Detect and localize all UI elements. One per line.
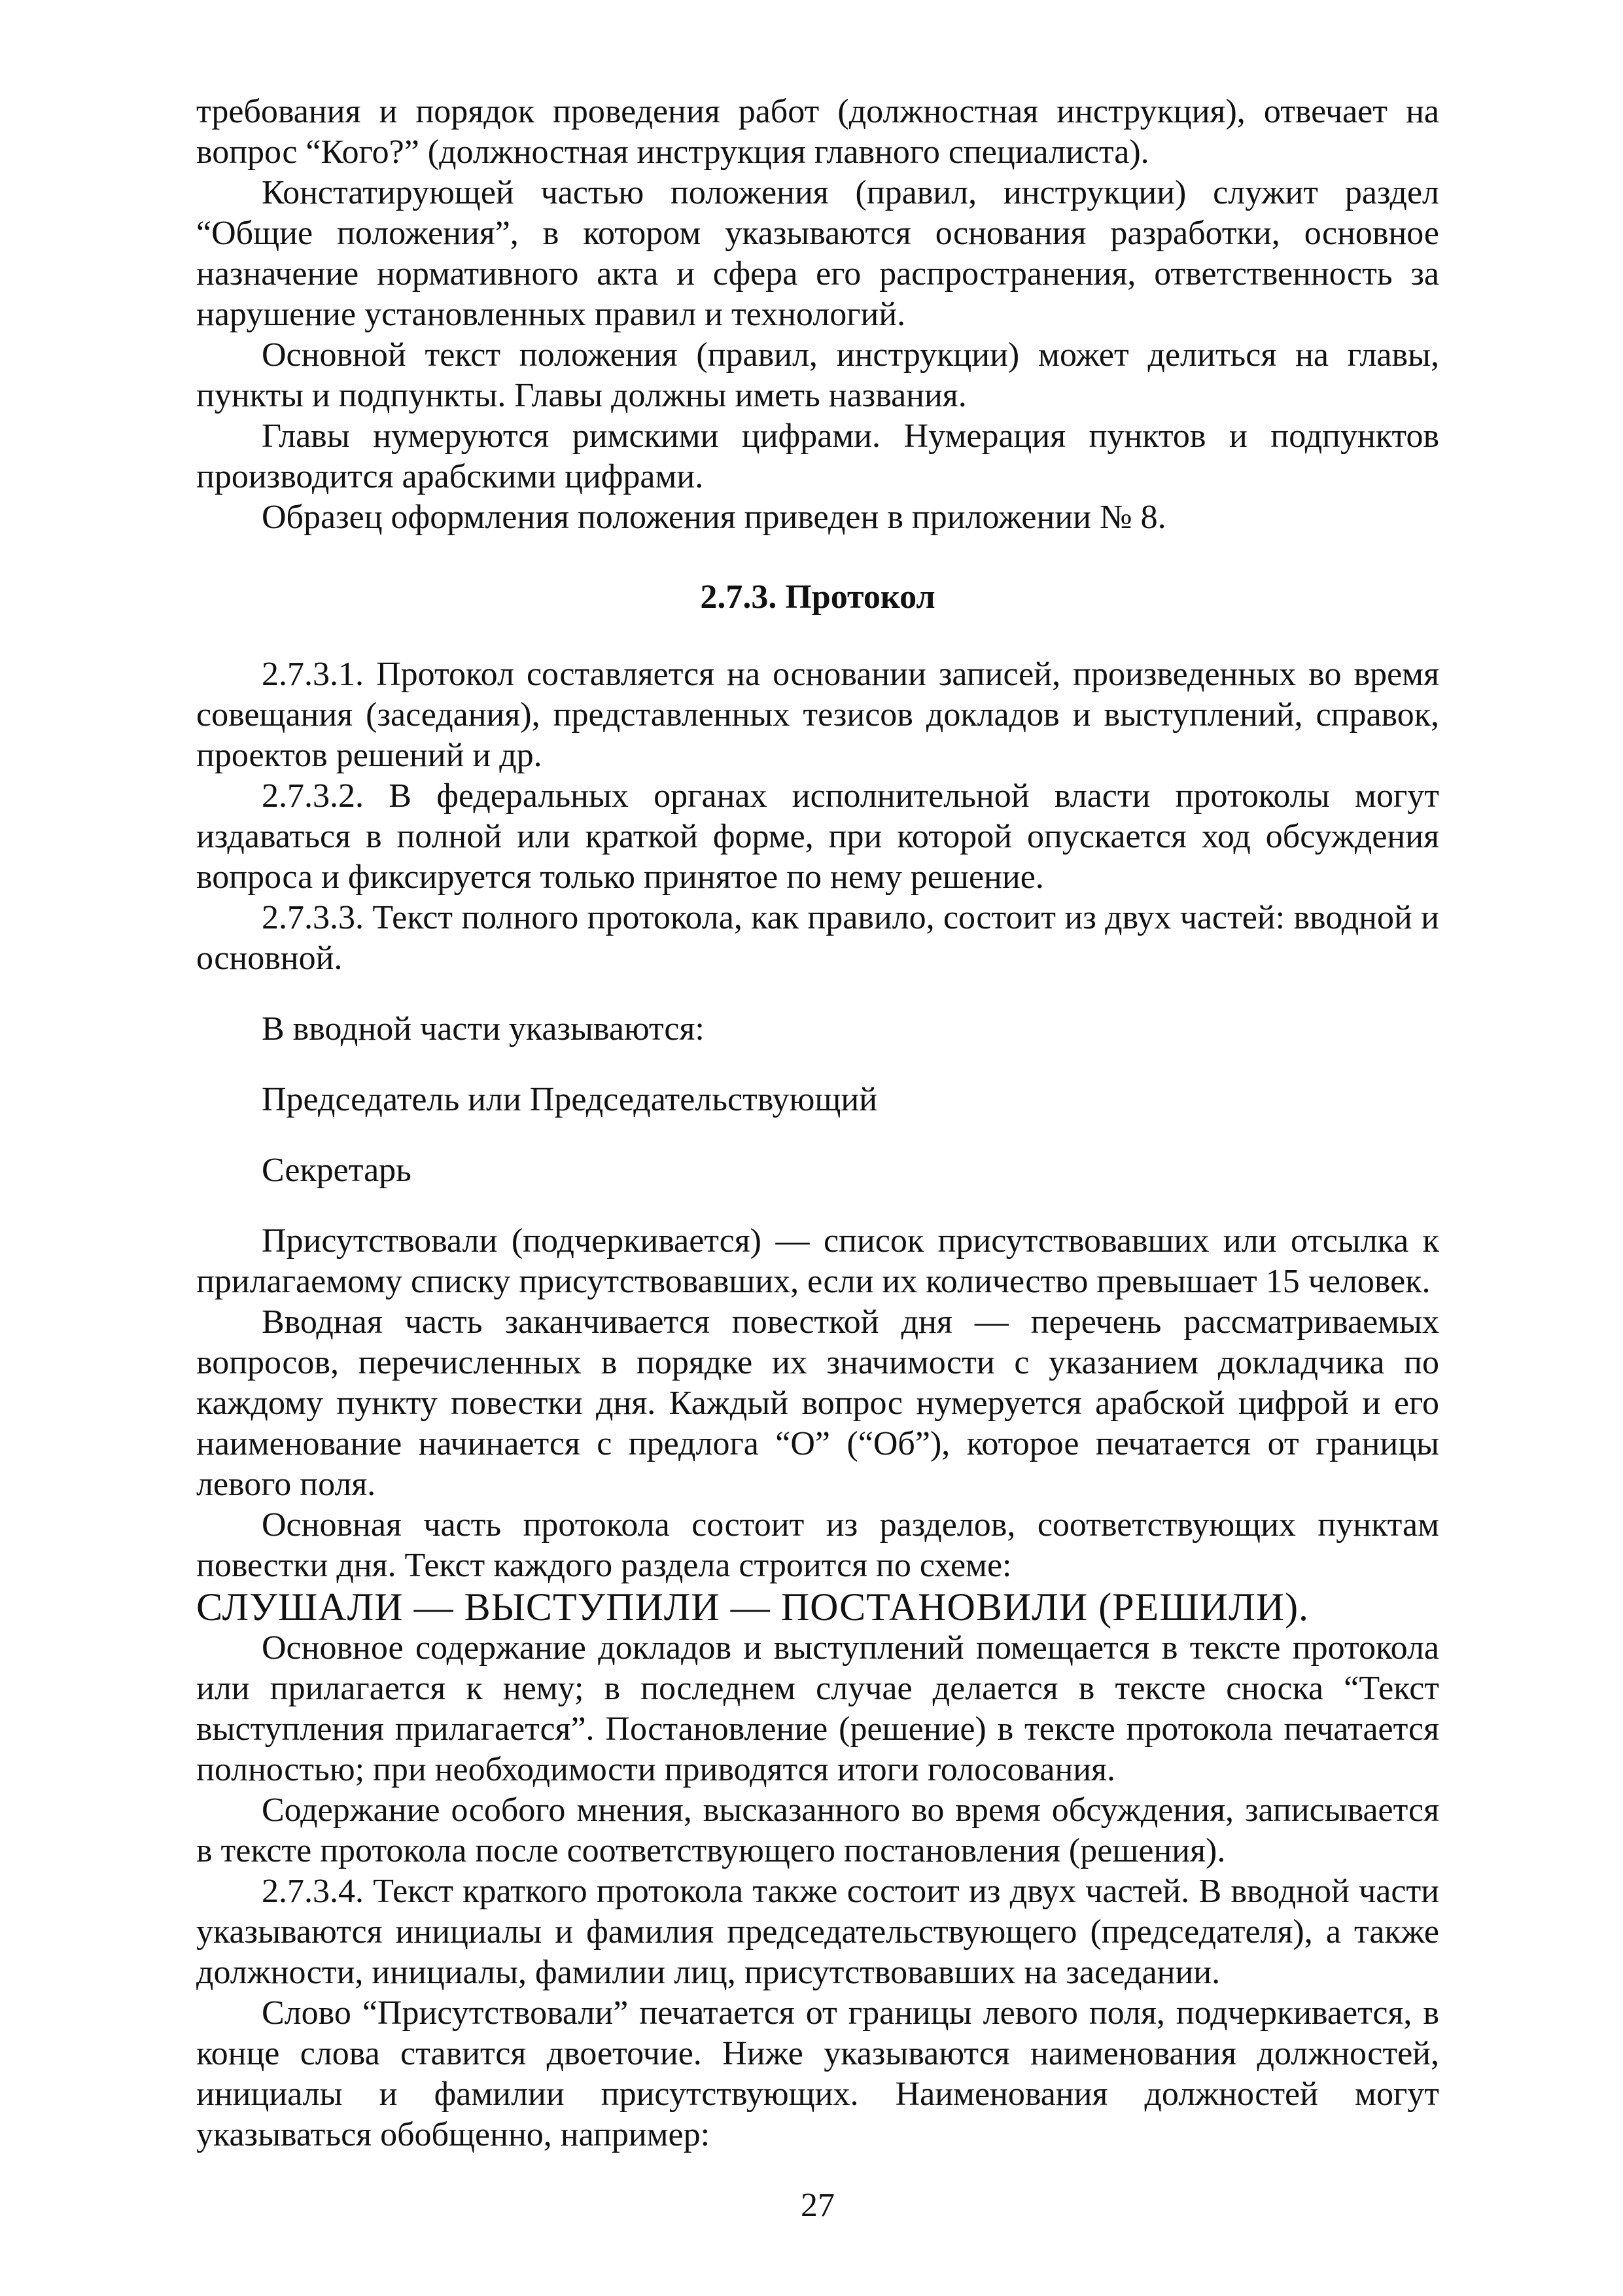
- paragraph-2-7-3-2: 2.7.3.2. В федеральных органах исполнительной власти протоколы могут издаваться в полной или краткой форме, при которой опускается ход обсуждения вопроса и фиксируется только принятое по нему решение.: [196, 777, 1439, 896]
- paragraph-attendees-word: Слово “Присутствовали” печатается от границы левого поля, подчеркивается, в конце слова ставится двоеточие. Ниже указываются наименования должностей, инициалы и фамилии присутствующих. Наименования должностей могут указываться обобщенно, например:: [196, 1994, 1439, 2153]
- paragraph-2-7-3-4: 2.7.3.4. Текст краткого протокола также состоит из двух частей. В вводной части указываются инициалы и фамилия председательствующего (председателя), а также должности, инициалы, фамилии лиц, присутствовавших на заседании.: [196, 1873, 1439, 1991]
- intro-item-chairman: Председатель или Председательствующий: [262, 1081, 878, 1118]
- paragraph-sample-reference: Образец оформления положения приведен в приложении № 8.: [262, 499, 1166, 536]
- page-number: 27: [801, 2187, 835, 2224]
- paragraph-2-7-3-1: 2.7.3.1. Протокол составляется на основании записей, произведенных во время совещания (заседания), представленных тезисов докладов и выступлений, справок, проектов решений и др.: [196, 656, 1439, 774]
- intro-item-secretary: Секретарь: [262, 1152, 411, 1189]
- section-title: 2.7.3. Протокол: [700, 578, 935, 616]
- paragraph-2-7-3-3: 2.7.3.3. Текст полного протокола, как правило, состоит из двух частей: вводной и основной.: [196, 899, 1439, 977]
- paragraph-continuation: требования и порядок проведения работ (должностная инструкция), отвечает на вопрос “Кого?” (должностная инструкция главного специалиста).: [196, 93, 1439, 171]
- paragraph-dissent: Содержание особого мнения, высказанного во время обсуждения, записывается в тексте протокола после соответствующего постановления (решения).: [196, 1792, 1439, 1869]
- paragraph-attendees: Присутствовали (подчеркивается) — список присутствовавших или отсылка к прилагаемому списку присутствовавших, если их количество превышает 15 человек.: [196, 1222, 1439, 1300]
- paragraph-numbering: Главы нумеруются римскими цифрами. Нумерация пунктов и подпунктов производится арабскими цифрами.: [196, 417, 1439, 495]
- paragraph-main-text: Основной текст положения (правил, инструкции) может делиться на главы, пункты и подпункты. Главы должны иметь названия.: [196, 336, 1439, 414]
- paragraph-agenda: Вводная часть заканчивается повесткой дня — перечень рассматриваемых вопросов, перечисленных в порядке их значимости с указанием докладчика по каждому пункту повестки дня. Каждый вопрос нумеруется арабской цифрой и его наименование начинается с предлога “О” (“Об”), которое печатается от границы левого поля.: [196, 1303, 1439, 1503]
- intro-heading: В вводной части указываются:: [262, 1010, 705, 1048]
- paragraph-general-provisions: Констатирующей частью положения (правил, инструкции) служит раздел “Общие положения”, в котором указываются основания разработки, основное назначение нормативного акта и сфера его распространения, ответственность за нарушение установленных правил и технологий.: [196, 174, 1439, 333]
- paragraph-main-part: Основная часть протокола состоит из разделов, соответствующих пунктам повестки дня. Текст каждого раздела строится по схеме:: [196, 1506, 1439, 1584]
- document-page: [196, 92, 1439, 2224]
- paragraph-speech-content: Основное содержание докладов и выступлений помещается в тексте протокола или прилагается к нему; в последнем случае делается в тексте сноска “Текст выступления прилагается”. Постановление (решение) в тексте протокола печатается полностью; при необходимости приводятся итоги голосования.: [196, 1629, 1439, 1788]
- scheme-line: СЛУШАЛИ — ВЫСТУПИЛИ — ПОСТАНОВИЛИ (РЕШИЛИ).: [196, 1585, 1310, 1629]
